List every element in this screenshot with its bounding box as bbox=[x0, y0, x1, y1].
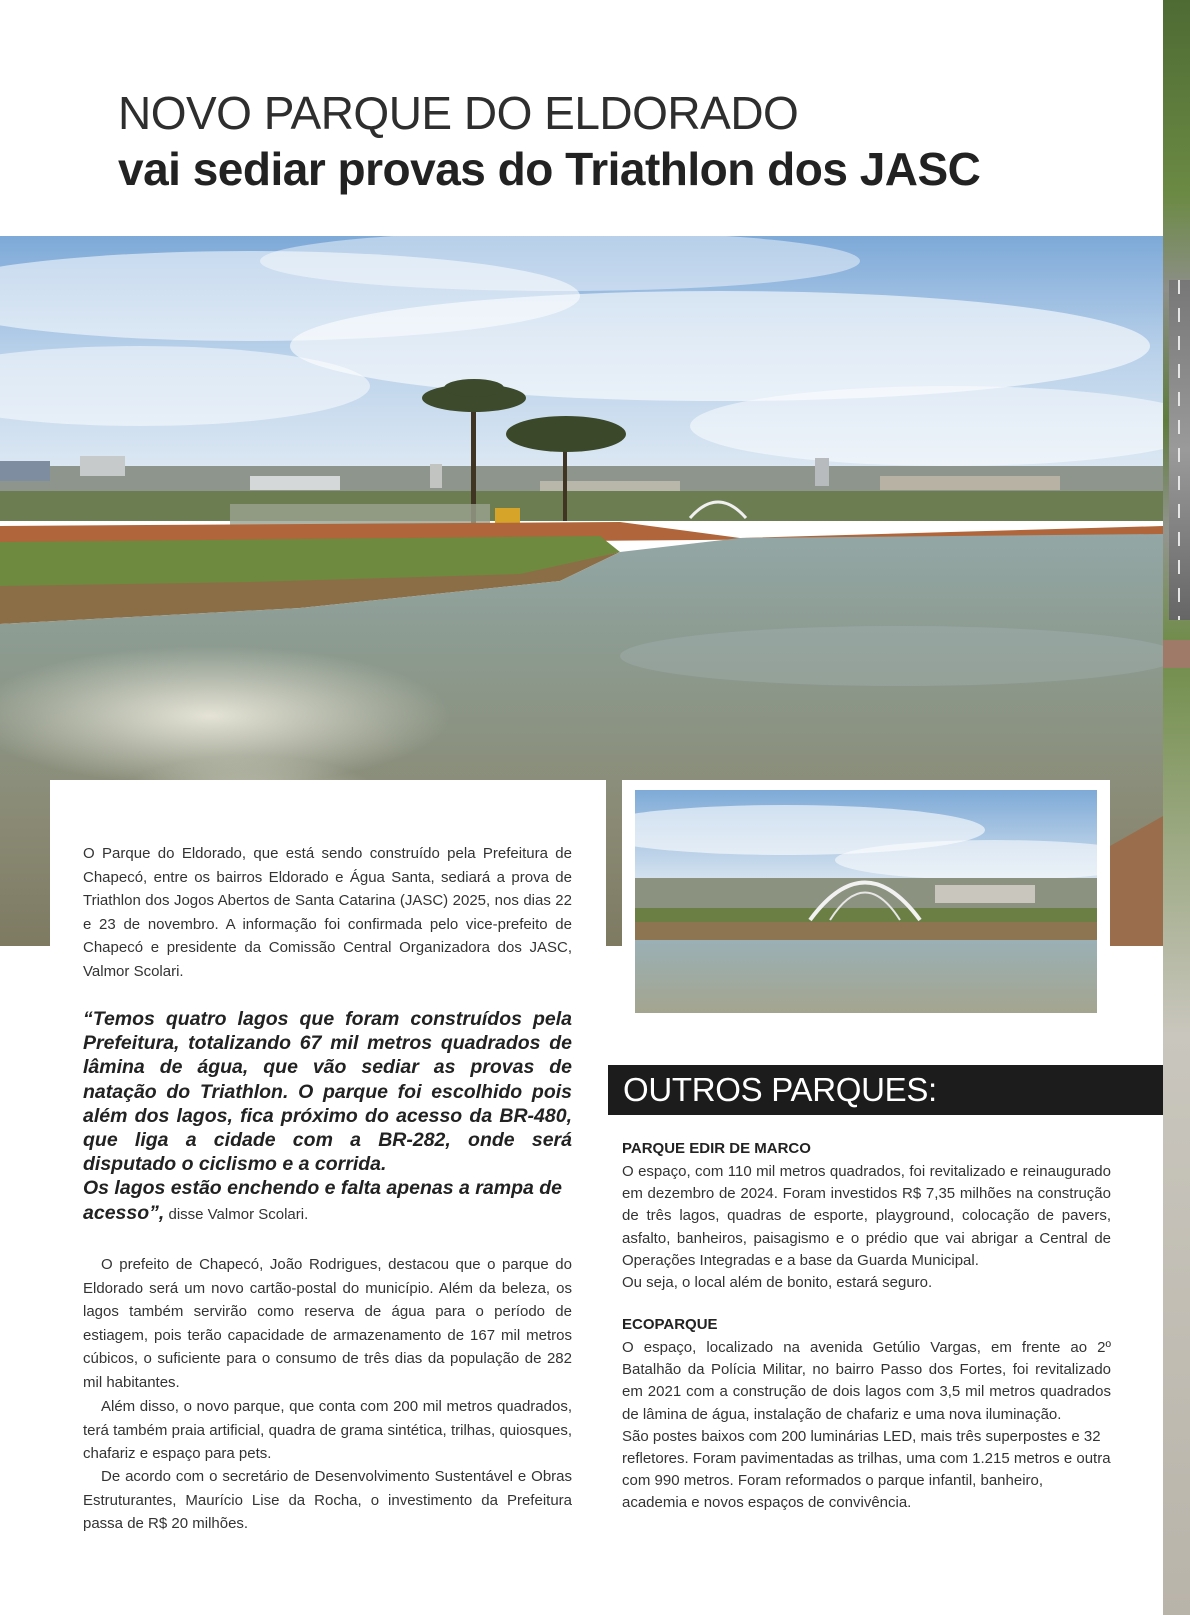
road-image-detail bbox=[1169, 280, 1190, 620]
bridge-image-detail bbox=[1163, 640, 1190, 668]
scolari-quote bbox=[83, 1007, 572, 1227]
park-title-ecoparque: ECOPARQUE bbox=[622, 1316, 718, 1333]
quote-text-1: “Temos quatro lagos que foram construídos pela Prefeitura, totalizando 67 mil metros quadrados de lâmina de água, que vão sediar as provas de natação do Triathlon. O parque foi escolhido pois além dos lagos, fica próximo do acesso da BR-480, que liga a cidade com a BR-282, onde será disputado o ciclismo e a corrida. bbox=[83, 1008, 572, 1176]
section-title: OUTROS PARQUES: bbox=[623, 1071, 937, 1108]
park-text-edir-de-marco-note: Ou seja, o local além de bonito, estará seguro. bbox=[622, 1274, 933, 1292]
park-text-ecoparque-body: O espaço, localizado na avenida Getúlio Vargas, em frente ao 2º Batalhão da Polícia Militar, no bairro Passo dos Fortes, foi revitalizado em 2021 com a construção de dois lagos com 3,5 mil metros quadrados de lâmina de água, instalação de chafariz e uma nova iluminação. bbox=[622, 1339, 1111, 1423]
park-text-ecoparque-note: São postes baixos com 200 luminárias LED, mais três superpostes e 32 refletores. Foram pavimentadas as trilhas, uma com 1.215 metros e outra com 990 metros. Foram reformados o parque infantil, banheiro, academia e novos espaços de convivência. bbox=[622, 1427, 1111, 1512]
investment-paragraph: De acordo com o secretário de Desenvolvimento Sustentável e Obras Estruturantes, Maurício Lise da Rocha, o investimento da Prefeitura passa de R$ 20 milhões. bbox=[83, 1468, 572, 1533]
park-text-edir-de-marco-body: O espaço, com 110 mil metros quadrados, foi revitalizado e reinaugurado em dezembro de 2024. Foram investidos R$ 7,35 milhões na construção de três lagos, quadras de esporte, playground, colocação de pavers, asfalto, banheiros, paisagismo e o prédio que vai abrigar a Central de Operações Integradas e a base da Guarda Municipal. bbox=[622, 1163, 1111, 1269]
intro-paragraph: O Parque do Eldorado, que está sendo construído pela Prefeitura de Chapecó, entre os bairros Eldorado e Água Santa, sediará a prova de Triathlon dos Jogos Abertos de Santa Catarina (JASC) 2025, nos dias 22 e 23 de novembro. A informação foi confirmada pelo vice-prefeito de Chapecó e presidente da Comissão Central Organizadora dos JASC, Valmor Scolari. bbox=[83, 845, 572, 980]
features-paragraph: Além disso, o novo parque, que conta com 200 mil metros quadrados, terá também praia artificial, quadra de grama sintética, trilhas, quiosques, chafariz e espaço para pets. bbox=[83, 1398, 572, 1463]
quote-attribution: disse Valmor Scolari. bbox=[164, 1205, 309, 1223]
park-title-edir-de-marco: PARQUE EDIR DE MARCO bbox=[622, 1140, 811, 1157]
mayor-paragraph: O prefeito de Chapecó, João Rodrigues, destacou que o parque do Eldorado será um novo cartão-postal do município. Além da beleza, os lagos também servirão como reserva de água para o período de estiagem, pois terão capacidade de armazenamento de 167 mil metros cúbicos, o suficiente para o consumo de três dias da população de 282 mil habitantes. bbox=[83, 1256, 572, 1391]
park-text-ecoparque bbox=[622, 1337, 1111, 1515]
edge-photo-strip bbox=[1163, 0, 1190, 1615]
headline-line-1: NOVO PARQUE DO ELDORADO bbox=[118, 87, 799, 139]
headline-line-2: vai sediar provas do Triathlon dos JASC bbox=[118, 143, 981, 195]
quote-text-2 bbox=[83, 1176, 572, 1226]
bridge-inset-photo bbox=[635, 790, 1097, 1013]
quote-text-2-body: Os lagos estão enchendo e falta apenas a rampa de acesso”, bbox=[83, 1177, 563, 1224]
park-text-edir-de-marco bbox=[622, 1161, 1111, 1294]
other-parks-header bbox=[608, 1065, 1163, 1115]
